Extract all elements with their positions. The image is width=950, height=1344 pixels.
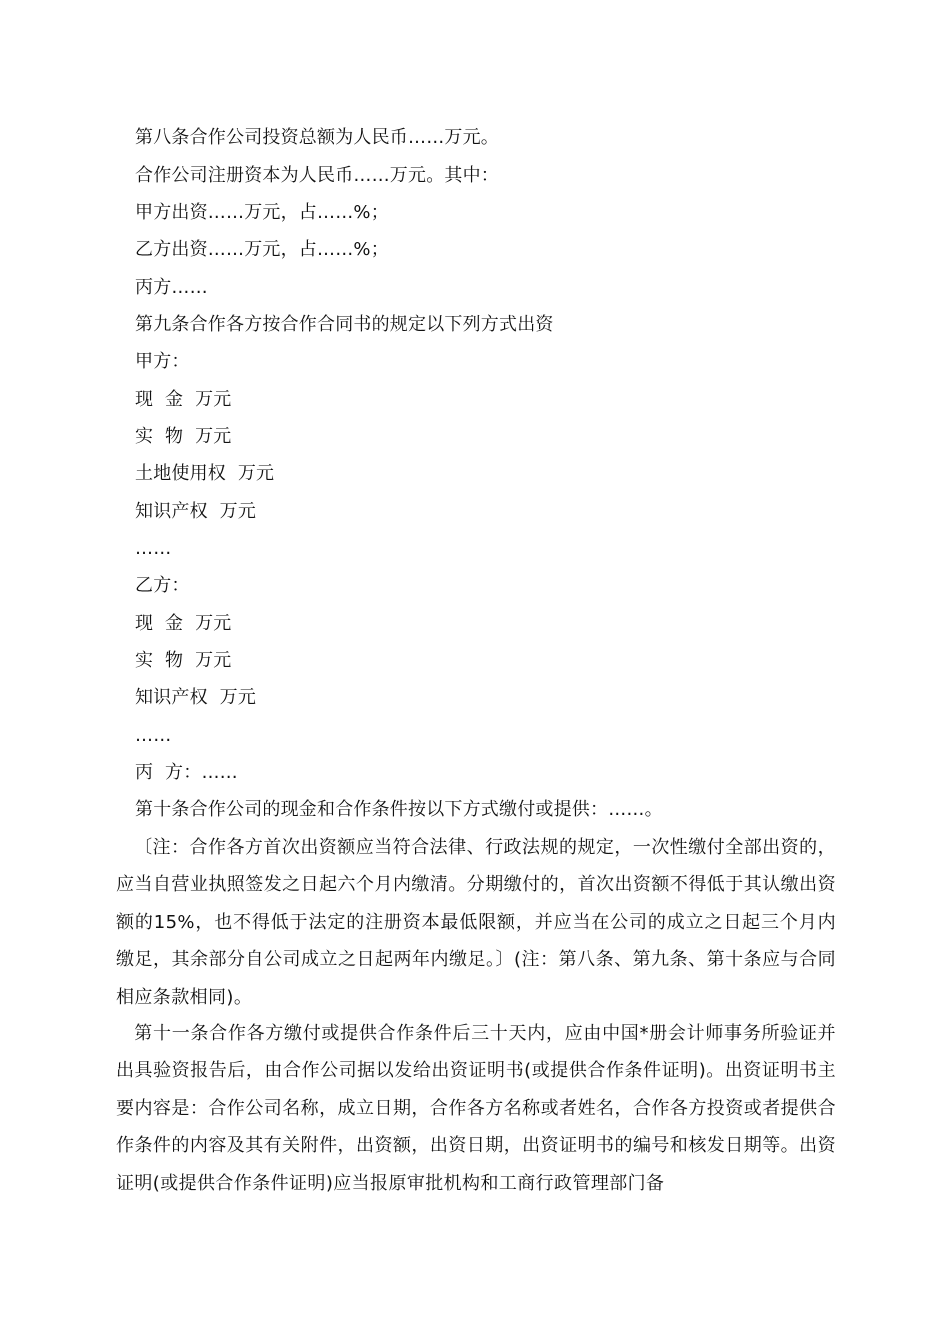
party-b-goods-line: 实 物 万元	[135, 650, 232, 671]
note-paragraph-text: 〔注：合作各方首次出资额应当符合法律、行政法规的规定，一次性缴付全部出资的，应当自营业执照签发之日起六个月内缴清。分期缴付的，首次出资额不得低于其认缴出资额的15%，也不得低于法定的注册资本最低限额，并应当在公司的成立之日起三个月内缴足，其余部分自公司成立之日起两年内缴足。〕(注：第八条、第九条、第十条应与合同相应条款相同)。	[116, 837, 836, 1008]
party-b-heading: 乙方：	[135, 575, 190, 596]
party-a-contribution-line: 甲方出资……万元，占……%；	[135, 202, 389, 223]
article-11-paragraph	[116, 1015, 836, 1202]
article-9-line: 第九条合作各方按合作合同书的规定以下列方式出资	[135, 314, 554, 335]
party-b-cash-line: 现 金 万元	[135, 613, 232, 634]
party-b-ellipsis-line: ……	[135, 725, 172, 746]
party-c-heading: 丙 方：……	[135, 762, 238, 783]
party-a-ellipsis-line: ……	[135, 538, 172, 559]
note-paragraph	[116, 829, 836, 1016]
registered-capital-line: 合作公司注册资本为人民币……万元。其中：	[135, 165, 499, 186]
article-10-line: 第十条合作公司的现金和合作条件按以下方式缴付或提供：……。	[135, 799, 663, 820]
party-b-contribution-line: 乙方出资……万元，占……%；	[135, 239, 389, 260]
party-a-goods-line: 实 物 万元	[135, 426, 232, 447]
article-8-line: 第八条合作公司投资总额为人民币……万元。	[135, 127, 499, 148]
party-a-cash-line: 现 金 万元	[135, 389, 232, 410]
party-c-contribution-line: 丙方……	[135, 277, 208, 298]
party-a-ip-line: 知识产权 万元	[135, 501, 257, 522]
party-a-land-use-line: 土地使用权 万元	[135, 463, 275, 484]
party-b-ip-line: 知识产权 万元	[135, 687, 257, 708]
party-a-heading: 甲方：	[135, 351, 190, 372]
article-11-paragraph-text: 第十一条合作各方缴付或提供合作条件后三十天内，应由中国*册会计师事务所验证并出具验资报告后，由合作公司据以发给出资证明书(或提供合作条件证明)。出资证明书主要内容是：合作公司名称，成立日期，合作各方名称或者姓名，合作各方投资或者提供合作条件的内容及其有关附件，出资额，出资日期，出资证明书的编号和核发日期等。出资证明(或提供合作条件证明)应当报原审批机构和工商行政管理部门备	[116, 1023, 836, 1194]
